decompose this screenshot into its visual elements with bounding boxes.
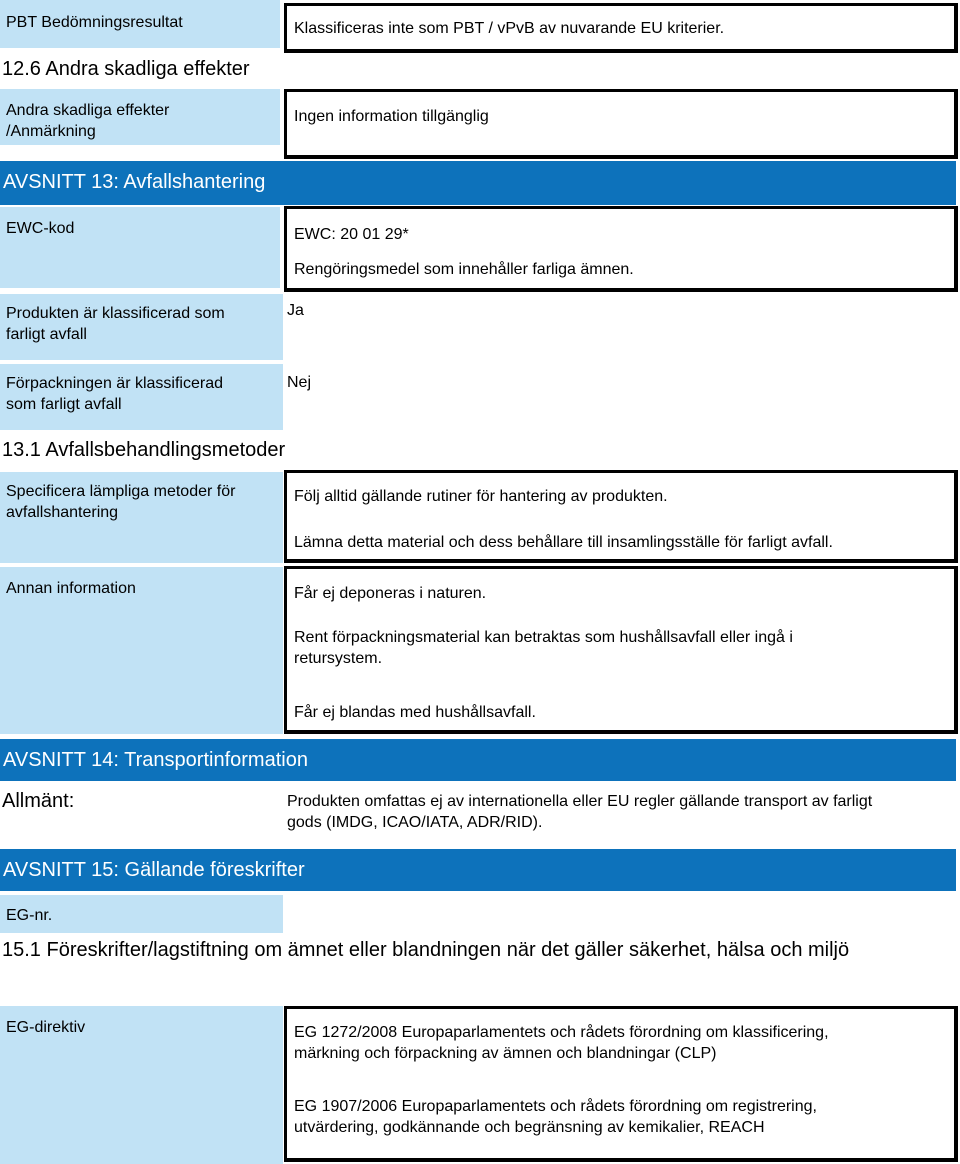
other-effects-label-line1: Andra skadliga effekter	[6, 102, 170, 119]
packaging-hazardous-label-line2: som farligt avfall	[6, 396, 122, 413]
transport-general-label: Allmänt:	[2, 790, 75, 812]
eg-directive-label-text: EG-direktiv	[6, 1019, 86, 1036]
packaging-hazardous-label-line1: Förpackningen är klassificerad	[6, 375, 223, 392]
section-13-title: AVSNITT 13: Avfallshantering	[3, 171, 266, 193]
section-13-header	[0, 161, 956, 205]
product-hazardous-value: Ja	[287, 302, 304, 319]
product-hazardous-label	[0, 294, 283, 360]
other-info-2b: retursystem.	[294, 650, 383, 667]
ewc-label-text: EWC-kod	[6, 220, 75, 237]
transport-general-line2: gods (IMDG, ICAO/IATA, ADR/RID).	[287, 814, 543, 831]
product-hazardous-label-line2: farligt avfall	[6, 326, 87, 343]
section-15-header	[0, 849, 956, 891]
regulation-reach-line1: EG 1907/2006 Europaparlamentets och rådets förordning om registrering,	[294, 1098, 817, 1115]
pbt-label-text: PBT Bedömningsresultat	[6, 14, 183, 31]
disposal-methods-label	[0, 472, 283, 563]
section-15-1-heading: 15.1 Föreskrifter/lagstiftning om ämnet eller blandningen när det gäller säkerhet, hälsa och miljö	[2, 939, 850, 961]
pbt-label	[0, 0, 280, 48]
disposal-methods-label-line1: Specificera lämpliga metoder för	[6, 483, 236, 500]
pbt-value: Klassificeras inte som PBT / vPvB av nuvarande EU kriterier.	[294, 20, 725, 37]
section-15-title: AVSNITT 15: Gällande föreskrifter	[3, 859, 305, 881]
section-12-6-heading: 12.6 Andra skadliga effekter	[2, 58, 250, 80]
regulation-clp-line1: EG 1272/2008 Europaparlamentets och rådets förordning om klassificering,	[294, 1024, 829, 1041]
eg-directive-label	[0, 1006, 283, 1164]
section-13-1-heading: 13.1 Avfallsbehandlingsmetoder	[2, 439, 286, 461]
packaging-hazardous-value: Nej	[287, 374, 312, 391]
section-14-header	[0, 739, 956, 781]
ewc-label	[0, 207, 280, 288]
product-hazardous-label-line1: Produkten är klassificerad som	[6, 305, 225, 322]
other-effects-label-line2: /Anmärkning	[6, 123, 96, 140]
other-info-2a: Rent förpackningsmaterial kan betraktas som hushållsavfall eller ingå i	[294, 629, 793, 646]
other-info-label	[0, 567, 283, 734]
other-info-3: Får ej blandas med hushållsavfall.	[294, 704, 536, 721]
transport-general-line1: Produkten omfattas ej av internationella eller EU regler gällande transport av farligt	[287, 793, 873, 810]
ewc-description: Rengöringsmedel som innehåller farliga ämnen.	[294, 261, 634, 278]
section-14-title: AVSNITT 14: Transportinformation	[3, 749, 308, 771]
ewc-code: EWC: 20 01 29*	[294, 226, 409, 243]
disposal-methods-label-line2: avfallshantering	[6, 504, 119, 521]
regulation-clp-line2: märkning och förpackning av ämnen och blandningar (CLP)	[294, 1045, 717, 1062]
eg-nr-label	[0, 895, 283, 933]
eg-nr-label-text: EG-nr.	[6, 907, 53, 924]
regulation-reach-line2: utvärdering, godkännande och begränsning av kemikalier, REACH	[294, 1119, 765, 1136]
other-effects-value: Ingen information tillgänglig	[294, 108, 489, 125]
disposal-method-1: Följ alltid gällande rutiner för hantering av produkten.	[294, 488, 668, 505]
other-effects-label	[0, 89, 280, 145]
disposal-method-2: Lämna detta material och dess behållare till insamlingsställe för farligt avfall.	[294, 534, 833, 551]
other-info-label-text: Annan information	[6, 580, 136, 597]
packaging-hazardous-label	[0, 364, 283, 430]
other-info-1: Får ej deponeras i naturen.	[294, 585, 487, 602]
